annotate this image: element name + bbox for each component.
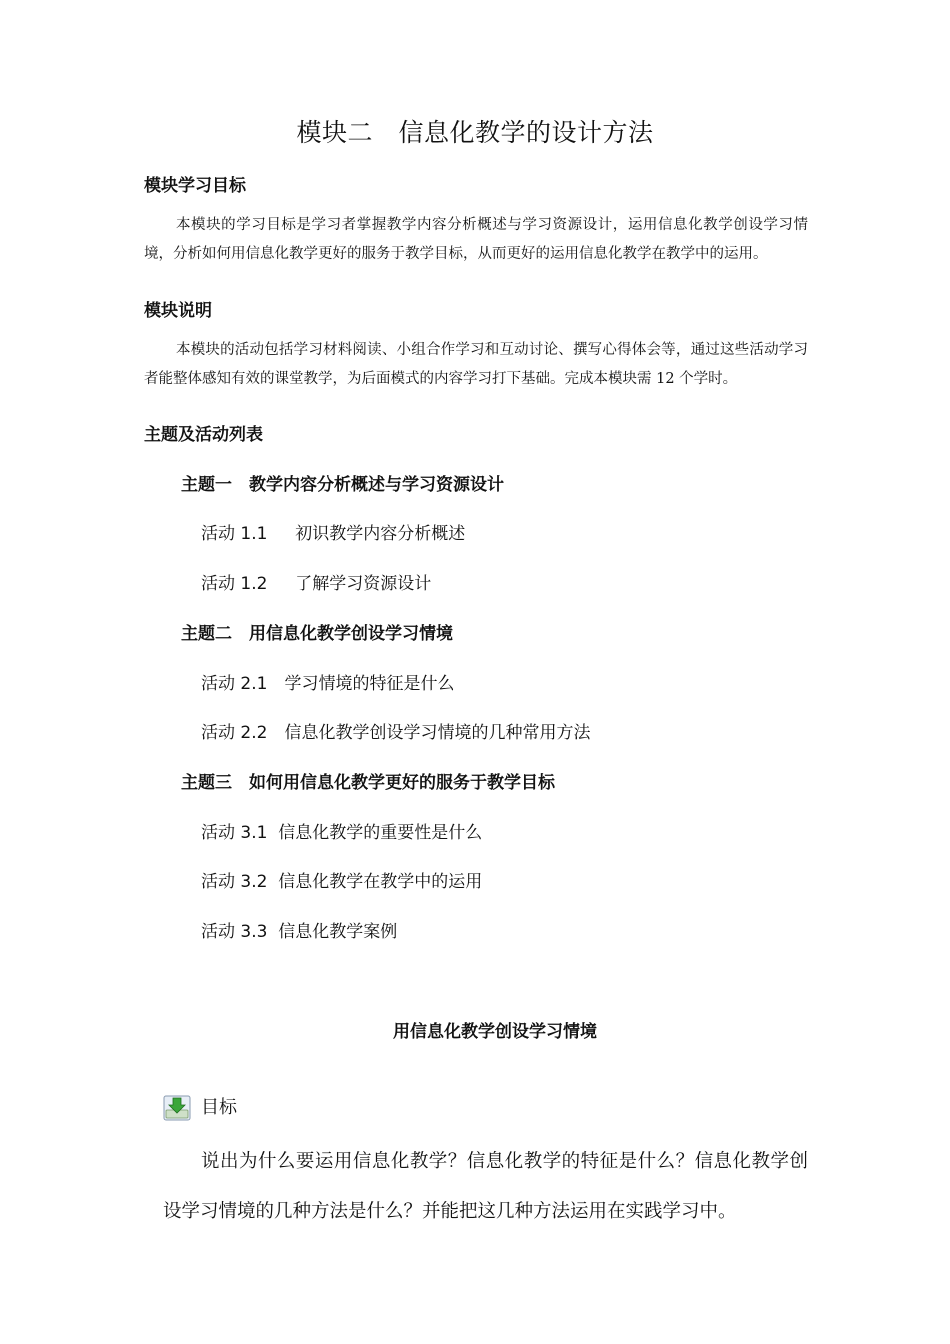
activity-2-2: 活动 2.2 信息化教学创设学习情境的几种常用方法 — [201, 723, 591, 743]
objectives-text: 本模块的学习目标是学习者掌握教学内容分析概述与学习资源设计，运用信息化教学创设学习情境，分析如何用信息化教学更好的服务于教学目标，从而更好的运用信息化教学在教学中的运用。 — [144, 217, 808, 262]
page-title: 模块二 信息化教学的设计方法 — [296, 118, 654, 147]
section-title: 用信息化教学创设学习情境 — [393, 1022, 597, 1042]
download-tray-icon — [163, 1094, 191, 1122]
activity-3-1: 活动 3.1 信息化教学的重要性是什么 — [201, 823, 483, 843]
goal-text: 说出为什么要运用信息化教学？信息化教学的特征是什么？信息化教学创设学习情境的几种方法是什么？并能把这几种方法运用在实践学习中。 — [163, 1151, 808, 1222]
topic-2: 主题二 用信息化教学创设学习情境 — [181, 624, 453, 644]
topics-heading: 主题及活动列表 — [144, 425, 263, 445]
objectives-heading: 模块学习目标 — [144, 176, 246, 196]
activity-3-3: 活动 3.3 信息化教学案例 — [201, 922, 398, 942]
description-heading: 模块说明 — [144, 301, 212, 321]
topic-3: 主题三 如何用信息化教学更好的服务于教学目标 — [181, 773, 555, 793]
activity-1-2: 活动 1.2 了解学习资源设计 — [201, 574, 432, 594]
goal-label: 目标 — [201, 1097, 237, 1118]
activity-3-2: 活动 3.2 信息化教学在教学中的运用 — [201, 872, 483, 892]
goal-header — [163, 1093, 237, 1123]
topic-1: 主题一 教学内容分析概述与学习资源设计 — [181, 475, 504, 495]
activity-2-1: 活动 2.1 学习情境的特征是什么 — [201, 674, 455, 694]
activity-1-1: 活动 1.1 初识教学内容分析概述 — [201, 524, 466, 544]
description-text: 本模块的活动包括学习材料阅读、小组合作学习和互动讨论、撰写心得体会等，通过这些活动学习者能整体感知有效的课堂教学，为后面模式的内容学习打下基础。完成本模块需 12 个学时。 — [144, 342, 808, 387]
